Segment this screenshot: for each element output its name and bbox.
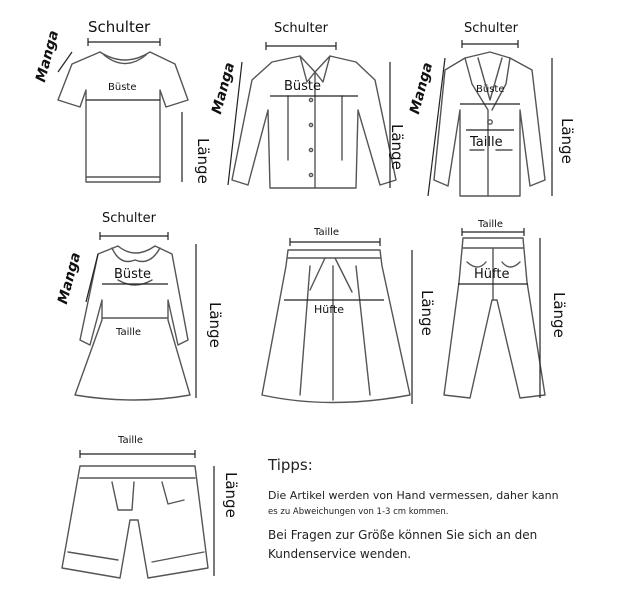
tshirt-drawing [58,52,188,182]
tshirt-sleeve-label: Manga [33,28,63,84]
skirt-drawing [262,250,410,403]
tips-title: Tipps: [268,456,313,474]
tips-deviation-note: es zu Abweichungen von 1-3 cm kommen. [268,507,449,517]
trousers-waist-label: Taille [478,219,504,230]
shorts-waist-label: Taille [118,435,144,446]
tshirt-bust-label: Büste [108,82,137,93]
tips-contact-note: Bei Fragen zur Größe können Sie sich an den Kundenservice wenden. [268,528,538,561]
shorts-length-label: Länge [222,472,240,518]
shirt-bust-label: Büste [284,79,322,94]
blazer-drawing [434,52,545,196]
trousers-drawing [444,238,545,398]
tshirt-length-label: Länge [194,138,212,184]
blazer-bust-label: Büste [476,84,505,95]
blazer-waist-label: Taille [470,135,503,150]
trousers-length-label: Länge [550,292,568,338]
shirt-drawing [232,56,396,188]
trousers-hip-label: Hüfte [474,267,510,282]
shorts-drawing [62,466,208,578]
shirt-shoulder-label: Schulter [274,21,328,36]
blazer-shoulder-label: Schulter [464,21,518,36]
shirt-sleeve-label: Manga [209,60,239,116]
dress-sleeve-label: Manga [55,250,85,306]
blazer-length-label: Länge [558,118,576,164]
blazer-sleeve-label: Manga [407,60,437,116]
skirt-length-label: Länge [418,290,436,336]
shirt-length-label: Länge [388,124,406,170]
dress-waist-label: Taille [116,327,142,338]
tips-block [268,456,608,564]
tips-measurement-note: Die Artikel werden von Hand vermessen, daher kann [268,489,559,502]
skirt-waist-label: Taille [314,227,340,238]
dress-bust-label: Büste [114,267,152,282]
dress-shoulder-label: Schulter [102,211,156,226]
skirt-hip-label: Hüfte [314,303,345,316]
tshirt-shoulder-label: Schulter [88,18,151,36]
dress-length-label: Länge [206,302,224,348]
